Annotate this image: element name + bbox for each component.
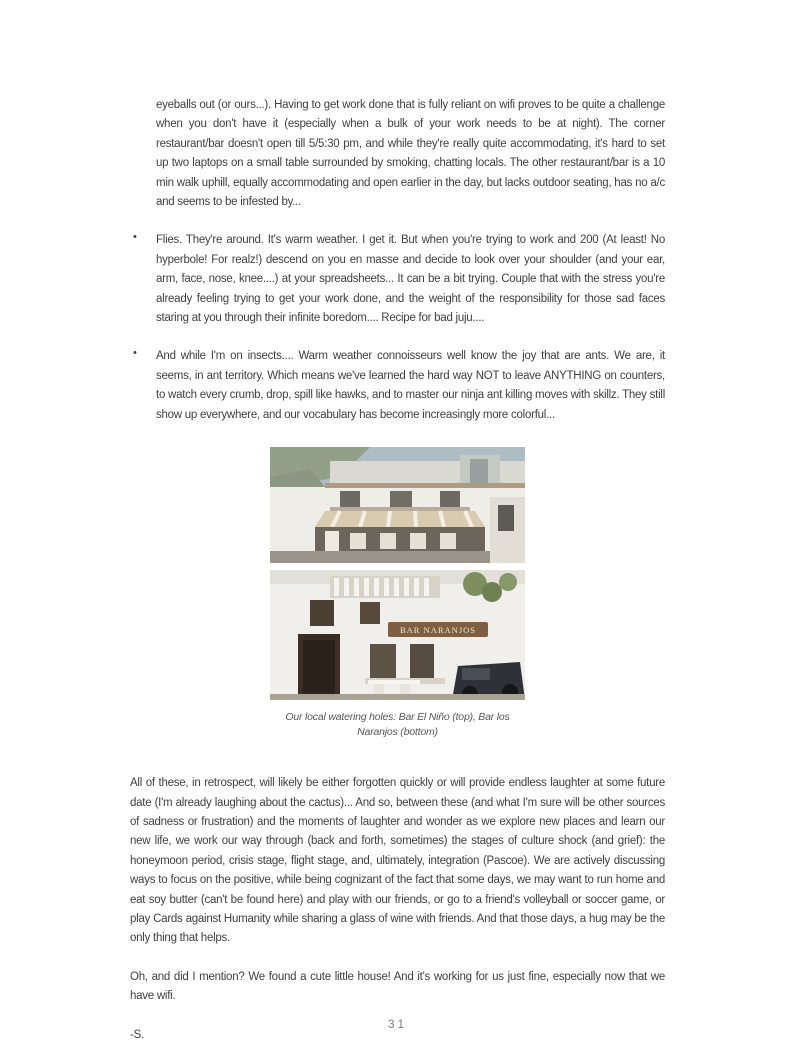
bar-naranjos-sign: BAR NARANJOS [400, 625, 476, 636]
figure-watering-holes [270, 447, 525, 740]
list-item [130, 231, 665, 328]
photo-bar-el-nino [270, 447, 525, 563]
signoff: -S. [130, 1028, 144, 1041]
bullet-text-flies: Flies. They're around. It's warm weather. I get it. But when you're trying to work and 200 (At least! No hyperbole! For realz!) descend on you en masse and decide to look over your shoulder (and your ear, arm, face, nose, knee....) at your spreadsheets... It can be a bit trying. Couple that with the stress you're already feeling trying to get your work done, and the weight of the responsibility for those sad faces staring at you through their infinite boredom.... Recipe for bad juju.... [156, 234, 665, 325]
photo-bar-naranjos [270, 570, 525, 700]
paragraph-continuation: eyeballs out (or ours...). Having to get work done that is fully reliant on wifi proves to be quite a challenge when you don't have it (especially when a bulk of your work needs to be at night). The corner restaurant/bar doesn't open till 5/5:30 pm, and while they're really quite accommodating, it's hard to set up two laptops on a small table surrounded by smoking, chatting locals. The other restaurant/bar is a 10 min walk uphill, equally accommodating and open earlier in the day, but lacks outdoor seating, has no a/c and seems to be infested by... [156, 99, 665, 209]
bullet-icon: • [133, 347, 137, 360]
figure-caption: Our local watering holes: Bar El Niño (top), Bar los Naranjos (bottom) [285, 711, 510, 739]
closing-section [130, 774, 665, 1045]
paragraph-retrospect: All of these, in retrospect, will likely be either forgotten quickly or will provide endless laughter at some future date (I'm already laughing about the cactus)... And so, between these (and what I'm sure will be other sources of sadness or frustration) and the moments of laughter and wonder as we explore new places and learn our new life, we work our way through (back and forth, sometimes) the stages of culture shock (and grief): the honeymoon period, crisis stage, flight stage, and, ultimately, integration (Pascoe). We are actively discussing ways to focus on the positive, while being cognizant of the fact that some days, we may want to run home and eat soy butter (can't be found here) and play with our friends, or go to a friend's volleyball or soccer game, or play Cards against Humanity while sharing a glass of wine with friends. And that those days, a hug may be the only thing that helps. [130, 777, 665, 945]
bullet-icon: • [133, 231, 137, 244]
paragraph-house: Oh, and did I mention? We found a cute little house! And it's working for us just fine, especially now that we have wifi. [130, 970, 665, 1003]
list-item [130, 347, 665, 425]
page-number: 31 [387, 1017, 408, 1031]
bullet-text-ants: And while I'm on insects.... Warm weather connoisseurs well know the joy that are ants. We are, it seems, in ant territory. Which means we've learned the hard way NOT to leave ANYTHING on counters, to watch every crumb, drop, spill like hawks, and to master our ninja ant killing moves with skillz. They still show up everywhere, and our vocabulary has become increasingly more colorful... [156, 350, 665, 421]
bullet-list [130, 231, 665, 425]
